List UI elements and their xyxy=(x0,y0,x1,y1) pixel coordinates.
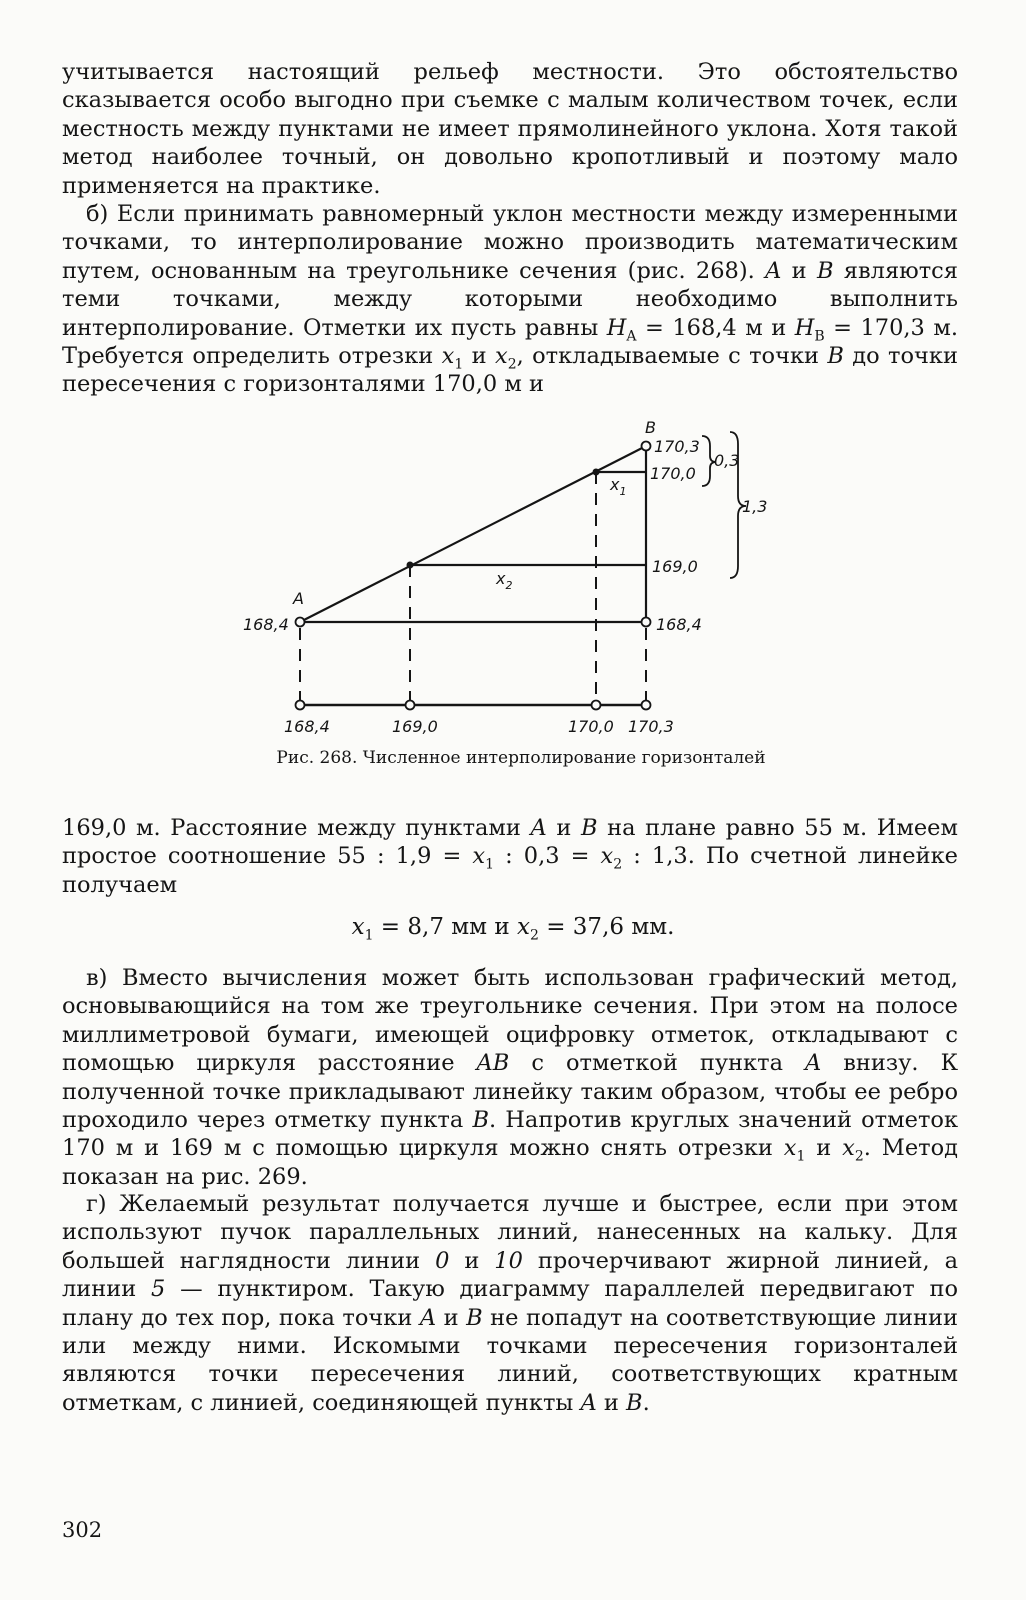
paragraph-b-math-interpolation: б) Если принимать равномерный уклон местности между измеренными точками, то интерполирование можно производить математическим путем, основанным на треугольнике сечения (рис. 268). A и B являются теми точками, между которыми необходимо выполнить интерполирование. Отметки их пусть равны $H_A = 168,4$ м и $H_B = 170,3$ м. Требуется определить отрезки $x_1$ и $x_2$, откладываемые с точки B до точки пересечения с горизонталями 170,0 м и xyxy=(62,201,959,398)
base-point-2 xyxy=(406,701,415,710)
point-a xyxy=(296,618,305,627)
result-equation: $x_1 = 8,7$ мм и $x_2 = 37,6$ мм. xyxy=(351,914,675,944)
point-169 xyxy=(407,562,414,569)
label-right-168-4: 168,4 xyxy=(656,615,702,634)
label-170-0: 170,0 xyxy=(650,464,696,483)
figure-caption: Рис. 268. Численное интерполирование горизонталей xyxy=(276,748,766,768)
paragraph-v-graphic-method: в) Вместо вычисления может быть использован графический метод, основывающийся на том же треугольнике сечения. При этом на полосе миллиметровой бумаги, имеющей оцифровку отметок, откладывают с помощью циркуля расстояние AB с отметкой пункта A внизу. К полученной точке прикладывают линейку таким образом, чтобы ее ребро проходило через отметку пункта B. Напротив круглых значений отметок 170 м и 169 м с помощью циркуля можно снять отрезки $x_1$ и $x_2$. Метод показан на рис. 269. xyxy=(62,965,959,1190)
label-b: B xyxy=(645,418,656,437)
point-170 xyxy=(593,469,600,476)
label-a: A xyxy=(293,589,304,608)
paragraph-g-parallel-lines: г) Желаемый результат получается лучше и быстрее, если при этом используют пучок параллельных линий, нанесенных на кальку. Для большей наглядности линии 0 и 10 прочерчивают жирной линией, а линии 5 — пунктиром. Такую диаграмму параллелей передвигают по плану до тех пор, пока точки A и B не попадут на соответствующие линии или между ними. Искомыми точками пересечения горизонталей являются точки пересечения линий, соответствующих кратным отметкам, с линией, соединяющей пункты A и B. xyxy=(62,1191,958,1416)
base-point-3 xyxy=(592,701,601,710)
base-point-1 xyxy=(296,701,305,710)
label-x1: $x_1$ xyxy=(610,475,627,498)
bottom-label-4: 170,3 xyxy=(628,717,674,736)
label-a-left-value: 168,4 xyxy=(243,615,289,634)
label-dim-1-3: 1,3 xyxy=(742,497,768,516)
bottom-label-1: 168,4 xyxy=(284,717,330,736)
paragraph-distance-ratio: 169,0 м. Расстояние между пунктами A и B на плане равно 55 м. Имеем простое соотношение 55 : $1,9 = x_1$ : $0,3 = x_2$ : 1,3. По счетной линейке получаем xyxy=(62,815,958,898)
paragraph-relief-method: учитывается настоящий рельеф местности. Это обстоятельство сказывается особо выгодно при съемке с малым количеством точек, если местность между пунктами не имеет прямолинейного уклона. Хотя такой метод наиболее точный, он довольно кропотливый и поэтому мало применяется на практике. xyxy=(62,59,958,199)
point-b xyxy=(642,442,651,451)
base-point-4 xyxy=(642,701,651,710)
label-169-0: 169,0 xyxy=(652,557,698,576)
label-dim-0-3: 0,3 xyxy=(714,451,740,470)
bottom-label-3: 170,0 xyxy=(568,717,614,736)
label-x2: $x_2$ xyxy=(496,569,513,592)
page-number: 302 xyxy=(62,1518,103,1542)
point-b-projection xyxy=(642,618,651,627)
bottom-label-2: 169,0 xyxy=(392,717,438,736)
label-b-value: 170,3 xyxy=(654,437,700,456)
